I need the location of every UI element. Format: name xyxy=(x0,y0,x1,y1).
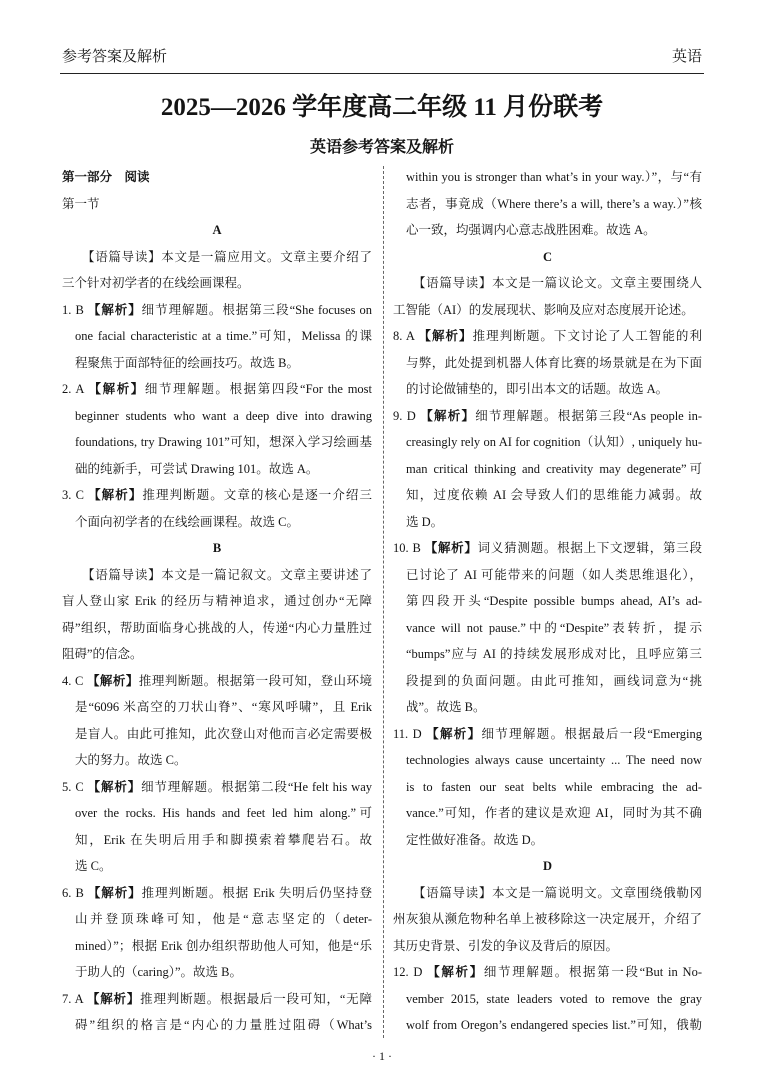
analysis-tag: 【解析】 xyxy=(87,779,142,794)
analysis-tag: 【解析】 xyxy=(418,329,473,343)
page-title: 2025—2026 学年度高二年级 11 月份联考 xyxy=(160,94,604,121)
answer-text: 细节理解题。根据最后一段“Emerging xyxy=(481,726,702,741)
answer-line: 心一致，均强调内心意志战胜困难。故选 A。 xyxy=(406,223,656,237)
answer-line: 已讨论了 AI 可能带来的问题（如人类思维退化）， xyxy=(406,567,702,582)
analysis-tag: 【解析】 xyxy=(426,726,482,741)
answer-line: vance will not pause.”中的“Despite”表转折，提示 xyxy=(406,620,702,635)
analysis-tag: 【解析】 xyxy=(87,885,142,900)
answer-line: 第四段开头“Despite possible bumps ahead, AI’s ad- xyxy=(406,594,702,608)
answer-line: foundations, try Drawing 101”可知，想深入学习绘画基 xyxy=(75,435,372,449)
answer-line: technologies always cause uncertainty ... The need now xyxy=(406,753,702,767)
guide-line: 盲人登山家 Erik 的经历与精神追求，通过创办“无障 xyxy=(62,594,372,608)
guide-text: 本文是一篇议论文。文章主要围绕人 xyxy=(492,276,702,290)
answer-first-line xyxy=(393,323,702,350)
answer-line: vember 2015, state leaders voted to remove the gray xyxy=(406,991,702,1006)
running-header-title: 参考答案及解析 xyxy=(62,49,168,65)
answer-number: 1. B xyxy=(62,302,84,317)
answer-number: 8. A xyxy=(393,329,415,343)
answer-text: 推理判断题。下文讨论了人工智能的利 xyxy=(472,329,702,343)
page-subtitle: 英语参考答案及解析 xyxy=(309,139,454,156)
answer-text: 细节理解题。根据第四段“For the most xyxy=(144,382,373,396)
answer-line: 定性做好准备。故选 D。 xyxy=(406,832,544,847)
guide-tag: 【语篇导读】 xyxy=(413,885,492,900)
analysis-tag: 【解析】 xyxy=(424,541,478,555)
answer-line: 于助人的（caring）”。故选 B。 xyxy=(75,965,242,979)
answer-first-line xyxy=(62,774,372,801)
answer-first-line xyxy=(393,535,702,562)
answer-line: within you is stronger than what’s in your way.）”，与“有 xyxy=(406,170,702,184)
answer-line: 山并登顶珠峰可知，他是“意志坚定的（deter- xyxy=(75,912,372,926)
answer-first-line xyxy=(62,880,372,907)
answer-text: 推理判断题。根据最后一段可知，“无障 xyxy=(140,991,372,1006)
answer-line: 是盲人。由此可推知，此次登山对他而言必定需要极 xyxy=(75,726,372,741)
answer-number: 3. C xyxy=(62,488,84,502)
analysis-tag: 【解析】 xyxy=(86,991,141,1006)
guide-tag: 【语篇导读】 xyxy=(82,249,162,264)
answer-line: 知，Erik 在失明后用手和脚摸索着攀爬岩石。故 xyxy=(75,832,372,847)
guide-line: 其历史背景、引发的争议及背后的原因。 xyxy=(393,938,619,953)
answer-line: over the rocks. His hands and feet led him along.”可 xyxy=(75,806,372,820)
answer-line: wolf from Oregon’s endangered species list.”可知，俄勒 xyxy=(406,1018,702,1032)
section-label: 第一节 xyxy=(62,196,100,211)
answer-text: 细节理解题。根据第二段“He felt his way xyxy=(141,779,372,794)
analysis-tag: 【解析】 xyxy=(88,382,145,396)
guide-text: 本文是一篇说明文。文章围绕俄勒冈 xyxy=(492,885,702,900)
answer-line: 个面向初学者的在线绘画课程。故选 C。 xyxy=(75,514,299,529)
answer-line: is to fasten our seat belts while embracing the ad- xyxy=(406,779,702,794)
answer-line: 与弊，此处提到机器人体育比赛的场景就是在为下面 xyxy=(406,355,702,370)
analysis-tag: 【解析】 xyxy=(87,302,142,317)
answer-first-line xyxy=(393,959,702,986)
answer-line: 大的努力。故选 C。 xyxy=(75,753,187,767)
guide-tag: 【语篇导读】 xyxy=(413,276,492,290)
guide-tag: 【语篇导读】 xyxy=(82,567,162,582)
answer-line: 志者，事竟成（Where there’s a will, there’s a way.）”核 xyxy=(406,196,702,211)
answer-text: 细节理解题。根据第三段“As people in- xyxy=(475,408,702,423)
answer-line: one facial characteristic at a time.”可知，Melissa 的课 xyxy=(75,329,372,343)
answer-line: 知，过度依赖 AI 会导致人们的思维能力减弱。故 xyxy=(406,488,702,502)
answer-number: 2. A xyxy=(62,382,84,396)
answer-number: 10. B xyxy=(393,541,421,555)
passage-heading: A xyxy=(212,223,222,237)
answer-line: 是“6096 米高空的刀状山脊”、“寒风呼啸”，且 Erik xyxy=(75,700,372,714)
guide-line xyxy=(393,880,702,907)
part-label: 第一部分 阅读 xyxy=(62,170,150,184)
answer-line: beginner students who want a deep dive into drawing xyxy=(75,408,372,423)
analysis-tag: 【解析】 xyxy=(427,965,484,979)
answer-line: man critical thinking and creativity may degenerate”可 xyxy=(406,461,702,476)
answer-number: 7. A xyxy=(62,991,83,1006)
guide-text: 本文是一篇记叙文。文章主要讲述了 xyxy=(161,567,372,582)
guide-line xyxy=(393,270,702,297)
guide-line: 阻碍”的信念。 xyxy=(62,647,143,661)
answer-number: 5. C xyxy=(62,779,84,794)
answer-first-line xyxy=(62,986,372,1013)
answer-first-line xyxy=(393,721,702,748)
left-column xyxy=(62,164,372,1039)
answer-text: 词义猜测题。根据上下文逻辑，第三段 xyxy=(477,541,702,555)
header-rule xyxy=(60,73,704,74)
answer-line: creasingly rely on AI for cognition（认知）, uniquely hu- xyxy=(406,435,702,449)
answer-first-line xyxy=(62,297,372,324)
guide-text: 本文是一篇应用文。文章主要介绍了 xyxy=(161,249,372,264)
guide-line: 工智能（AI）的发展现状、影响及应对态度展开论述。 xyxy=(393,302,694,317)
answer-first-line xyxy=(393,403,702,430)
answer-line: 选 C。 xyxy=(75,859,112,873)
answer-line: 选 D。 xyxy=(406,514,444,529)
running-header-subject: 英语 xyxy=(671,49,702,65)
answer-line: 础的纯新手，可尝试 Drawing 101。故选 A。 xyxy=(75,461,319,476)
answer-first-line xyxy=(62,376,372,403)
guide-line: 碍”组织，帮助面临身心挑战的人，传递“内心力量胜过 xyxy=(62,620,372,635)
passage-heading: D xyxy=(542,859,553,873)
guide-line xyxy=(62,244,372,271)
answer-line: 的讨论做铺垫的，即引出本文的话题。故选 A。 xyxy=(406,382,669,396)
answer-first-line xyxy=(62,668,372,695)
answer-text: 推理判断题。根据第一段可知，登山环境 xyxy=(138,673,372,688)
answer-text: 细节理解题。根据第一段“But in No- xyxy=(483,965,702,979)
answer-text: 推理判断题。文章的核心是逐一介绍三 xyxy=(142,488,372,502)
answer-number: 6. B xyxy=(62,885,84,900)
answer-text: 推理判断题。根据 Erik 失明后仍坚持登 xyxy=(141,885,372,900)
answer-line: mined）”；根据 Erik 创办组织帮助他人可知，他是“乐 xyxy=(75,938,372,953)
guide-line xyxy=(62,562,372,589)
analysis-tag: 【解析】 xyxy=(86,673,139,688)
answer-line: 碍”组织的格言是“内心的力量胜过阻碍（What’s xyxy=(75,1018,372,1032)
answer-line: “bumps”应与 AI 的持续发展形成对比，且呼应第三 xyxy=(406,647,702,661)
right-column xyxy=(393,164,702,1039)
answer-text: 细节理解题。根据第三段“She focuses on xyxy=(141,302,373,317)
answer-number: 4. C xyxy=(62,673,84,688)
analysis-tag: 【解析】 xyxy=(420,408,476,423)
answer-line: 战”。故选 B。 xyxy=(406,700,486,714)
answer-number: 12. D xyxy=(393,965,423,979)
answer-line: 程聚焦于面部特征的绘画技巧。故选 B。 xyxy=(75,355,299,370)
passage-heading: B xyxy=(212,541,222,555)
guide-line: 州灰狼从濒危物种名单上被移除这一决定展开，介绍了 xyxy=(393,912,702,926)
answer-line: vance.”可知，作者的建议是欢迎 AI，同时为其不确 xyxy=(406,806,702,820)
guide-line: 三个针对初学者的在线绘画课程。 xyxy=(62,276,250,290)
passage-heading: C xyxy=(542,249,553,264)
answer-line: 段提到的负面问题。由此可推知，画线词意为“挑 xyxy=(406,673,702,688)
page-number: · 1 · xyxy=(372,1049,392,1063)
column-divider xyxy=(383,166,384,1038)
analysis-tag: 【解析】 xyxy=(88,488,143,502)
answer-number: 11. D xyxy=(393,726,422,741)
answer-first-line xyxy=(62,482,372,509)
answer-number: 9. D xyxy=(393,408,416,423)
